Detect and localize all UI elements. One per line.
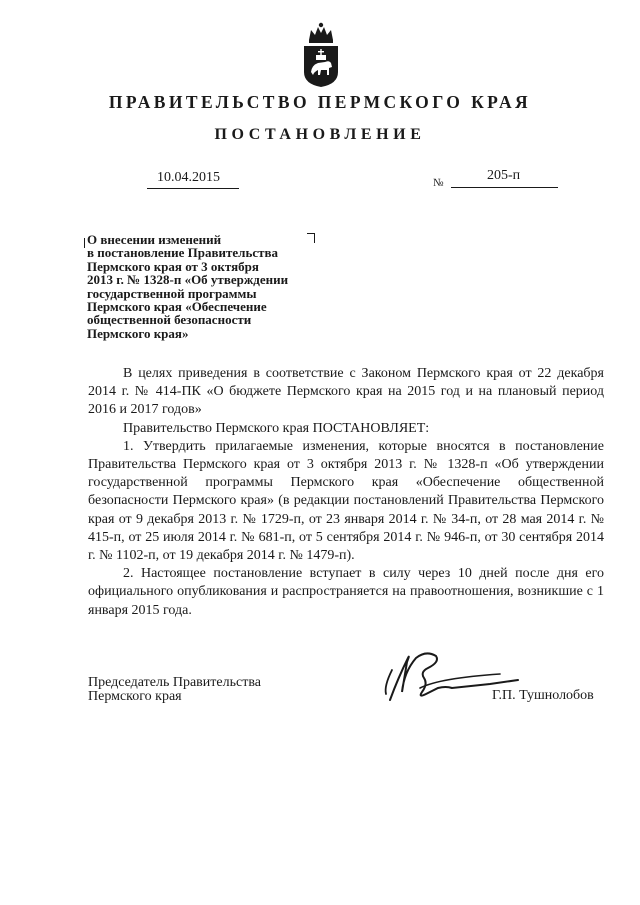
subject-line: 2013 г. № 1328-п «Об утверждении [87,272,289,288]
subject-line: Пермского края «Обеспечение [87,299,267,315]
signatory-name: Г.П. Тушнолобов [492,688,594,703]
subject-line: общественной безопасности [87,312,252,328]
subject-line: государственной программы [87,285,257,301]
signatory-position-line: Председатель Правительства [88,675,261,690]
document-body [88,365,604,620]
signatory-position-line: Пермского края [88,689,182,704]
coat-of-arms-emblem [301,22,341,88]
subject-line: Пермского края от 3 октября [87,258,259,274]
document-number: 205-п [487,168,521,183]
document-date: 10.04.2015 [157,170,220,185]
subject-line: Пермского края» [87,325,189,341]
body-paragraph-item-1: 1. Утвердить прилагаемые изменения, которые вносятся в постановление Правительства Пермского края от 3 октября 2013 г. № 1328-п «Об утверждении государственной программы Пермского края «Обеспечение общественной безопасности Пермского края» (в редакции постановлений Правительства Пермского края от 9 декабря 2013 г. № 1729-п, от 23 января 2014 г. № 34-п, от 28 мая 2014 г. № 415-п, от 25 июля 2014 г. № 681-п, от 5 сентября 2014 г. № 946-п, от 30 сентября 2014 г. № 1102-п, от 19 декабря 2014 г. № 1479-п). [88,438,604,564]
document-type-title: ПОСТАНОВЛЕНИЕ [214,126,426,143]
number-sign: № [433,177,444,189]
subject-line: О внесении изменений [87,232,222,247]
body-paragraph-preamble: В целях приведения в соответствие с Законом Пермского края от 22 декабря 2014 г. № 414-ПК «О бюджете Пермского края на 2015 год и на плановый период 2016 и 2017 годов» [88,366,604,418]
signatory-position [88,676,261,704]
body-paragraph-resolves: Правительство Пермского края ПОСТАНОВЛЯЕТ: [123,420,430,436]
subject-line: в постановление Правительства [87,245,279,261]
document-subject [87,233,337,340]
government-title: ПРАВИТЕЛЬСТВО ПЕРМСКОГО КРАЯ [108,92,532,112]
body-paragraph-item-2: 2. Настоящее постановление вступает в силу через 10 дней после дня его официального опубликования и распространяется на правоотношения, возникшие с 1 января 2015 года. [88,566,604,618]
